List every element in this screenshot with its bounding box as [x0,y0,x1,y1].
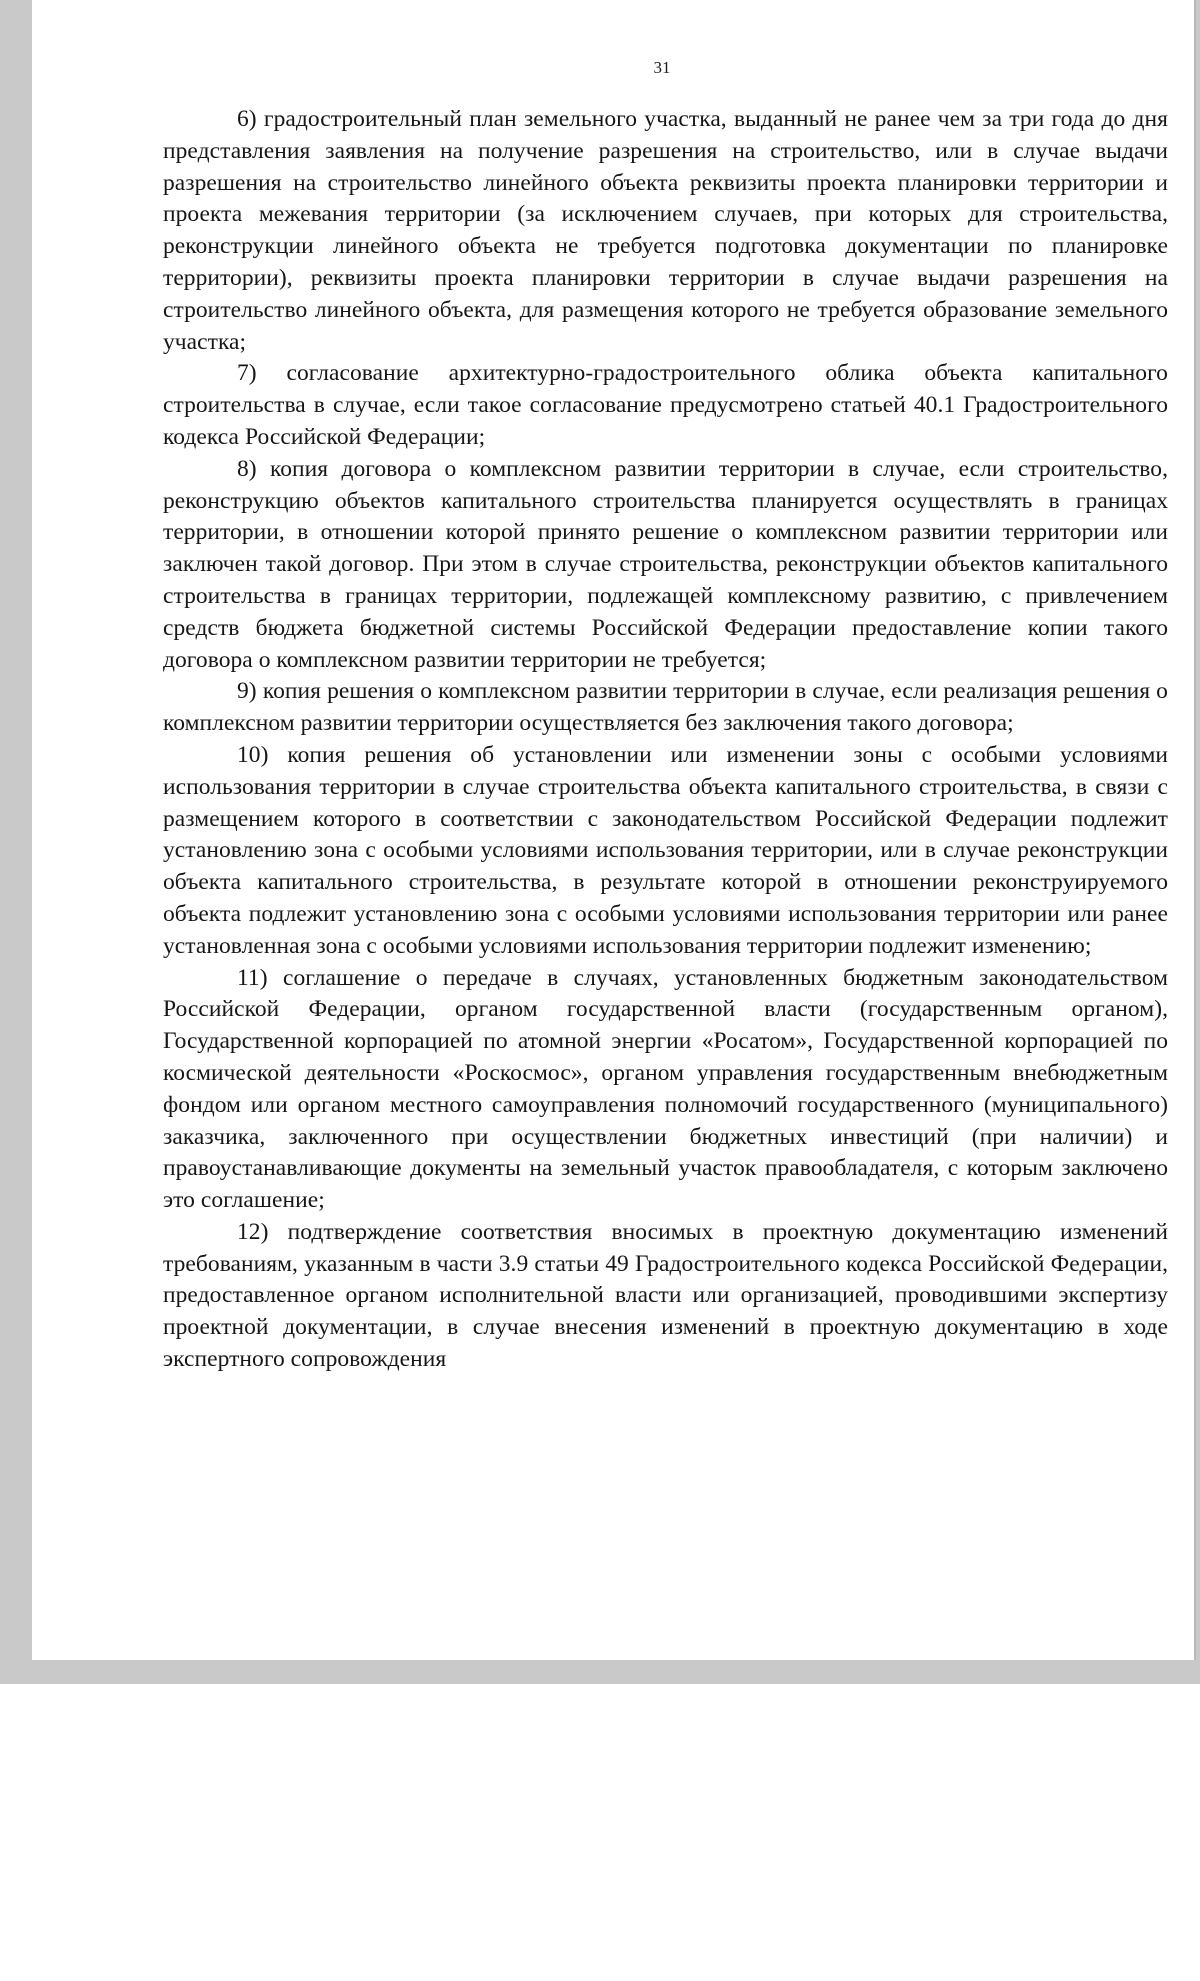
item-marker: 12) [237,1218,269,1245]
item-marker: 8) [237,455,257,482]
item-marker: 9) [237,678,257,705]
document-text [163,104,1168,1376]
item-text: градостроительный план земельного участка, выданный не ранее чем за три года до дня представления заявления на получение разрешения на строительство, или в случае выдачи разрешения на строительство линейного объекта реквизиты проекта планировки территории и проекта межевания территории (за исключением случаев, при которых для строительства, реконструкции линейного объекта не требуется подготовка документации по планировке территории), реквизиты проекта планировки территории в случае выдачи разрешения на строительство линейного объекта, для размещения которого не требуется образование земельного участка; [163,106,1168,355]
list-item-10 [163,740,1168,963]
item-text: копия решения об установлении или изменении зоны с особыми условиями использования территории в случае строительства объекта капитального строительства, в связи с размещением которого в соответствии с законодательством Российской Федерации подлежит установлению зона с особыми условиями использования территории, или в случае реконструкции объекта капитального строительства, в результате которой в отношении реконструируемого объекта подлежит установлению зона с особыми условиями использования территории или ранее установленная зона с особыми условиями использования территории подлежит изменению; [163,741,1168,959]
list-item-6 [163,104,1168,358]
list-item-11 [163,963,1168,1217]
list-item-7 [163,358,1168,453]
item-marker: 6) [237,106,257,132]
page-number: 31 [653,58,671,77]
list-item-12 [163,1217,1168,1376]
item-text: копия решения о комплексном развитии территории в случае, если реализация решения о комплексном развитии территории осуществляется без заключения такого договора; [163,678,1168,737]
document-page [32,0,1194,1660]
item-marker: 7) [237,360,257,387]
list-item-9 [163,676,1168,740]
list-item-8 [163,454,1168,677]
item-marker: 10) [237,741,269,768]
item-text: копия договора о комплексном развитии территории в случае, если строительство, реконструкцию объектов капитального строительства планируется осуществлять в границах территории, в отношении которой принято решение о комплексном развитии территории или заключен такой договор. При этом в случае строительства, реконструкции объектов капитального строительства в границах территории, подлежащей комплексному развитию, с привлечением средств бюджета бюджетной системы Российской Федерации предоставление копии такого договора о комплексном развитии территории не требуется; [163,455,1168,673]
item-text: согласование архитектурно-градостроительного облика объекта капитального строительства в случае, если такое согласование предусмотрено статьей 40.1 Градостроительного кодекса Российской Федерации; [163,360,1168,450]
item-text: подтверждение соответствия вносимых в проектную документацию изменений требованиям, указанным в части 3.9 статьи 49 Градостроительного кодекса Российской Федерации, предоставленное органом исполнительной власти или организацией, проводившими экспертизу проектной документации, в случае внесения изменений в проектную документацию в ходе экспертного сопровождения [163,1218,1168,1373]
item-text: соглашение о передаче в случаях, установленных бюджетным законодательством Российской Федерации, органом государственной власти (государственным органом), Государственной корпорацией по атомной энергии «Росатом», Государственной корпорацией по космической деятельности «Роскосмос», органом управления государственным внебюджетным фондом или органом местного самоуправления полномочий государственного (муниципального) заказчика, заключенного при осуществлении бюджетных инвестиций (при наличии) и правоустанавливающие документы на земельный участок правообладателя, с которым заключено это соглашение; [163,964,1168,1214]
item-marker: 11) [237,964,268,991]
